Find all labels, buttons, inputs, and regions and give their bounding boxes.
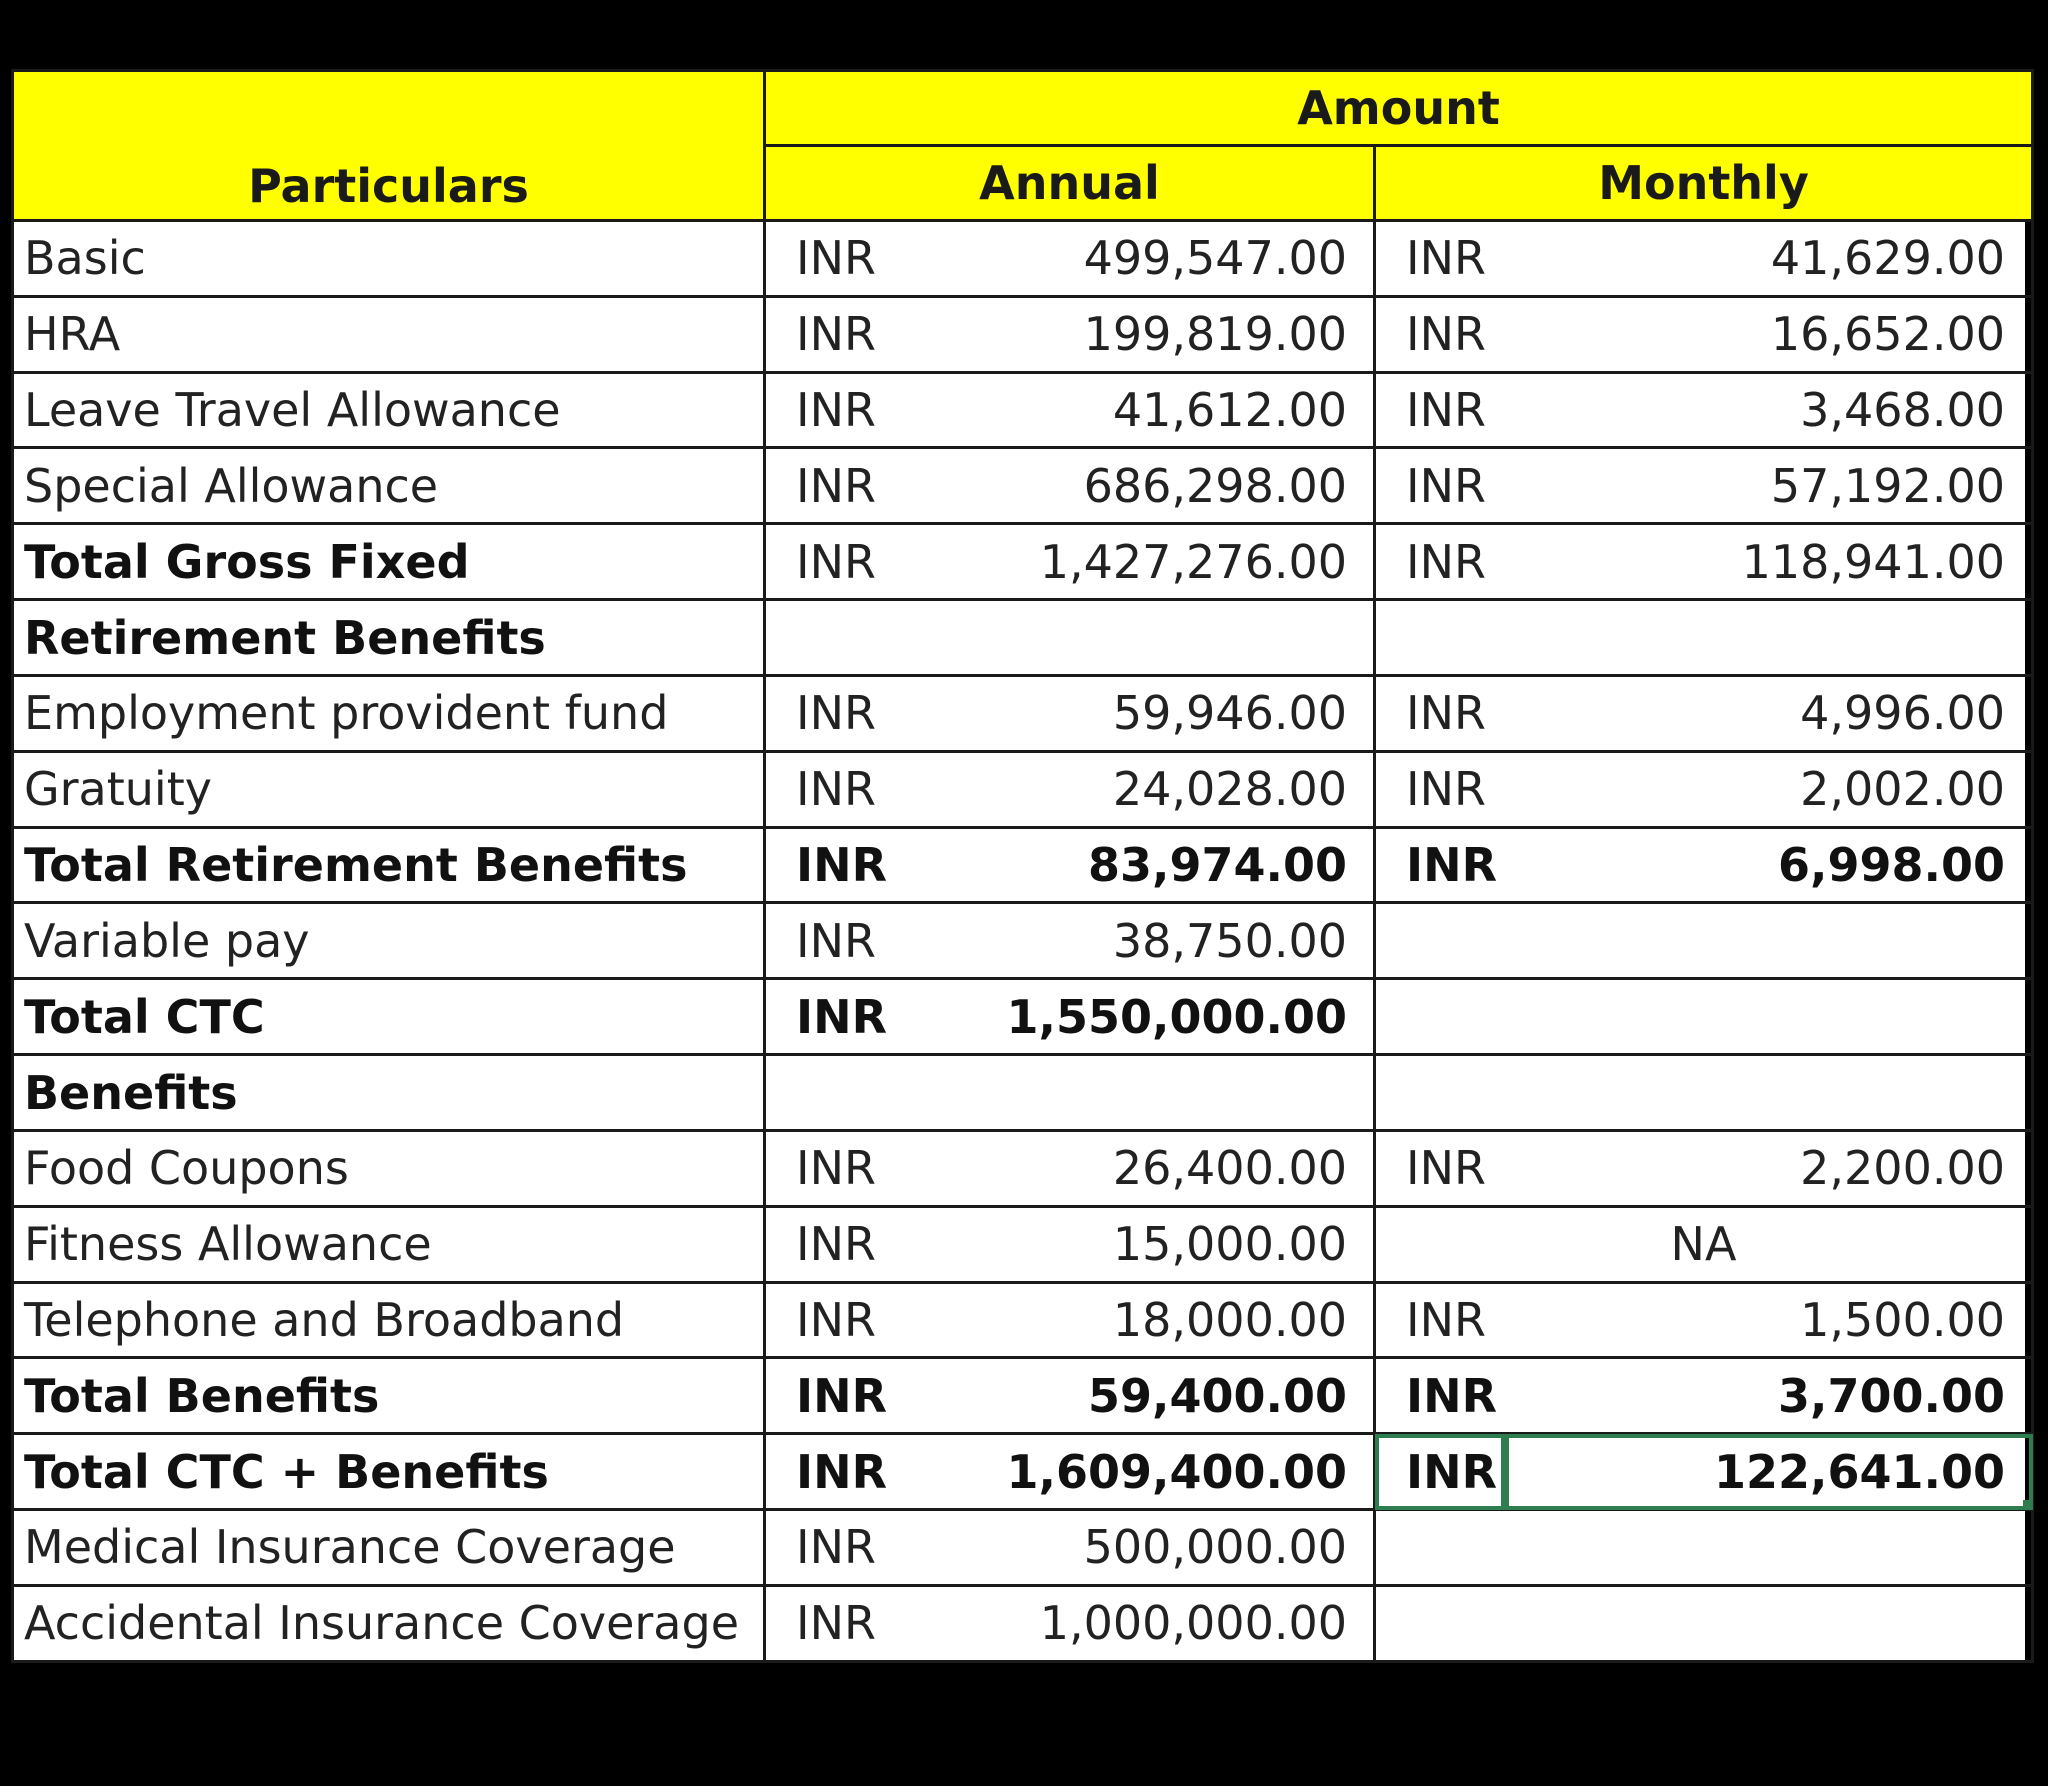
cell-monthly-empty[interactable] <box>1375 600 2033 676</box>
cell-annual-amount[interactable]: 18,000.00 <box>895 1282 1375 1358</box>
cell-annual-amount[interactable]: 59,946.00 <box>895 675 1375 751</box>
fill-handle[interactable] <box>2023 1500 2033 1510</box>
cell-annual-amount[interactable]: 38,750.00 <box>895 903 1375 979</box>
table-row <box>13 1206 2033 1282</box>
header-monthly[interactable]: Monthly <box>1375 146 2033 221</box>
table-row <box>13 1434 2033 1510</box>
table-row <box>13 1585 2033 1661</box>
cell-monthly-empty[interactable] <box>1375 979 2033 1055</box>
cell-particular[interactable]: Total CTC <box>13 979 765 1055</box>
cell-monthly-currency[interactable]: INR <box>1375 1282 1505 1358</box>
cell-particular[interactable]: Variable pay <box>13 903 765 979</box>
cell-annual-empty[interactable] <box>765 1055 1375 1131</box>
cell-annual-currency[interactable]: INR <box>765 524 895 600</box>
table-row <box>13 1358 2033 1434</box>
cell-annual-amount[interactable]: 41,612.00 <box>895 372 1375 448</box>
cell-particular[interactable]: Medical Insurance Coverage <box>13 1510 765 1586</box>
cell-monthly-na[interactable]: NA <box>1375 1206 2033 1282</box>
cell-annual-amount[interactable]: 500,000.00 <box>895 1510 1375 1586</box>
cell-annual-amount[interactable]: 24,028.00 <box>895 751 1375 827</box>
cell-monthly-currency[interactable]: INR <box>1375 372 1505 448</box>
cell-monthly-currency[interactable]: INR <box>1375 675 1505 751</box>
table-row <box>13 448 2033 524</box>
cell-particular[interactable]: Total Benefits <box>13 1358 765 1434</box>
cell-particular[interactable]: Accidental Insurance Coverage <box>13 1585 765 1661</box>
cell-particular[interactable]: HRA <box>13 296 765 372</box>
cell-monthly-empty[interactable] <box>1375 1585 2033 1661</box>
cell-particular[interactable]: Total Gross Fixed <box>13 524 765 600</box>
table-row <box>13 675 2033 751</box>
cell-particular[interactable]: Basic <box>13 221 765 297</box>
cell-particular[interactable]: Leave Travel Allowance <box>13 372 765 448</box>
cell-monthly-amount[interactable]: 6,998.00 <box>1505 827 2033 903</box>
table-row <box>13 1055 2033 1131</box>
cell-monthly-amount[interactable]: 3,700.00 <box>1505 1358 2033 1434</box>
header-amount[interactable]: Amount <box>765 71 2033 146</box>
cell-monthly-amount-text: 122,641.00 <box>1713 1444 2005 1499</box>
cell-monthly-currency[interactable]: INR <box>1375 827 1505 903</box>
table-row <box>13 1510 2033 1586</box>
cell-monthly-amount[interactable]: 2,002.00 <box>1505 751 2033 827</box>
cell-annual-currency[interactable]: INR <box>765 296 895 372</box>
table-row <box>13 372 2033 448</box>
cell-particular[interactable]: Telephone and Broadband <box>13 1282 765 1358</box>
header-particulars[interactable]: Particulars <box>13 71 765 221</box>
table-row <box>13 600 2033 676</box>
cell-annual-currency[interactable]: INR <box>765 675 895 751</box>
cell-annual-amount[interactable]: 26,400.00 <box>895 1130 1375 1206</box>
table-row <box>13 221 2033 297</box>
cell-monthly-amount[interactable]: 118,941.00 <box>1505 524 2033 600</box>
cell-monthly-amount[interactable]: 2,200.00 <box>1505 1130 2033 1206</box>
cell-monthly-currency[interactable]: INR <box>1375 221 1505 297</box>
cell-monthly-currency-selected[interactable]: INR <box>1375 1434 1505 1510</box>
cell-annual-amount[interactable]: 499,547.00 <box>895 221 1375 297</box>
cell-monthly-empty[interactable] <box>1375 903 2033 979</box>
salary-breakup-table <box>11 69 2034 1663</box>
cell-annual-currency[interactable]: INR <box>765 1358 895 1434</box>
header-annual[interactable]: Annual <box>765 146 1375 221</box>
cell-annual-amount[interactable]: 1,550,000.00 <box>895 979 1375 1055</box>
cell-annual-amount[interactable]: 1,609,400.00 <box>895 1434 1375 1510</box>
cell-annual-amount[interactable]: 15,000.00 <box>895 1206 1375 1282</box>
cell-monthly-currency[interactable]: INR <box>1375 1358 1505 1434</box>
cell-annual-currency[interactable]: INR <box>765 1130 895 1206</box>
cell-particular[interactable]: Employment provident fund <box>13 675 765 751</box>
cell-annual-amount[interactable]: 686,298.00 <box>895 448 1375 524</box>
cell-annual-currency[interactable]: INR <box>765 372 895 448</box>
cell-annual-amount[interactable]: 1,427,276.00 <box>895 524 1375 600</box>
cell-monthly-currency[interactable]: INR <box>1375 524 1505 600</box>
table-row <box>13 1130 2033 1206</box>
cell-annual-empty[interactable] <box>765 600 1375 676</box>
table-row <box>13 524 2033 600</box>
cell-annual-amount[interactable]: 199,819.00 <box>895 296 1375 372</box>
cell-particular[interactable]: Special Allowance <box>13 448 765 524</box>
cell-annual-currency[interactable]: INR <box>765 1585 895 1661</box>
cell-particular[interactable]: Food Coupons <box>13 1130 765 1206</box>
cell-monthly-amount[interactable]: 4,996.00 <box>1505 675 2033 751</box>
cell-annual-currency[interactable]: INR <box>765 979 895 1055</box>
cell-annual-currency[interactable]: INR <box>765 827 895 903</box>
cell-monthly-currency[interactable]: INR <box>1375 751 1505 827</box>
cell-monthly-currency[interactable]: INR <box>1375 1130 1505 1206</box>
cell-monthly-currency[interactable]: INR <box>1375 296 1505 372</box>
cell-annual-currency[interactable]: INR <box>765 448 895 524</box>
cell-particular[interactable]: Gratuity <box>13 751 765 827</box>
cell-monthly-amount[interactable]: 57,192.00 <box>1505 448 2033 524</box>
cell-annual-amount[interactable]: 83,974.00 <box>895 827 1375 903</box>
cell-annual-currency[interactable]: INR <box>765 1282 895 1358</box>
cell-particular[interactable]: Retirement Benefits <box>13 600 765 676</box>
cell-monthly-empty[interactable] <box>1375 1510 2033 1586</box>
cell-annual-amount[interactable]: 1,000,000.00 <box>895 1585 1375 1661</box>
cell-monthly-currency[interactable]: INR <box>1375 448 1505 524</box>
cell-particular[interactable]: Benefits <box>13 1055 765 1131</box>
table-row <box>13 979 2033 1055</box>
cell-annual-currency[interactable]: INR <box>765 1206 895 1282</box>
table-row <box>13 751 2033 827</box>
cell-annual-currency[interactable]: INR <box>765 751 895 827</box>
salary-table-sheet <box>8 66 2028 1666</box>
cell-monthly-amount[interactable]: 41,629.00 <box>1505 221 2033 297</box>
cell-monthly-empty[interactable] <box>1375 1055 2033 1131</box>
cell-monthly-amount[interactable]: 16,652.00 <box>1505 296 2033 372</box>
cell-monthly-amount[interactable]: 3,468.00 <box>1505 372 2033 448</box>
cell-particular[interactable]: Total CTC + Benefits <box>13 1434 765 1510</box>
table-row <box>13 296 2033 372</box>
table-row <box>13 903 2033 979</box>
cell-annual-amount[interactable]: 59,400.00 <box>895 1358 1375 1434</box>
cell-annual-currency[interactable]: INR <box>765 903 895 979</box>
cell-annual-currency[interactable]: INR <box>765 1510 895 1586</box>
cell-particular[interactable]: Total Retirement Benefits <box>13 827 765 903</box>
cell-annual-currency[interactable]: INR <box>765 1434 895 1510</box>
cell-annual-currency[interactable]: INR <box>765 221 895 297</box>
cell-monthly-amount[interactable]: 1,500.00 <box>1505 1282 2033 1358</box>
cell-monthly-amount-selected[interactable] <box>1505 1434 2033 1510</box>
table-row <box>13 1282 2033 1358</box>
cell-particular[interactable]: Fitness Allowance <box>13 1206 765 1282</box>
table-row <box>13 827 2033 903</box>
